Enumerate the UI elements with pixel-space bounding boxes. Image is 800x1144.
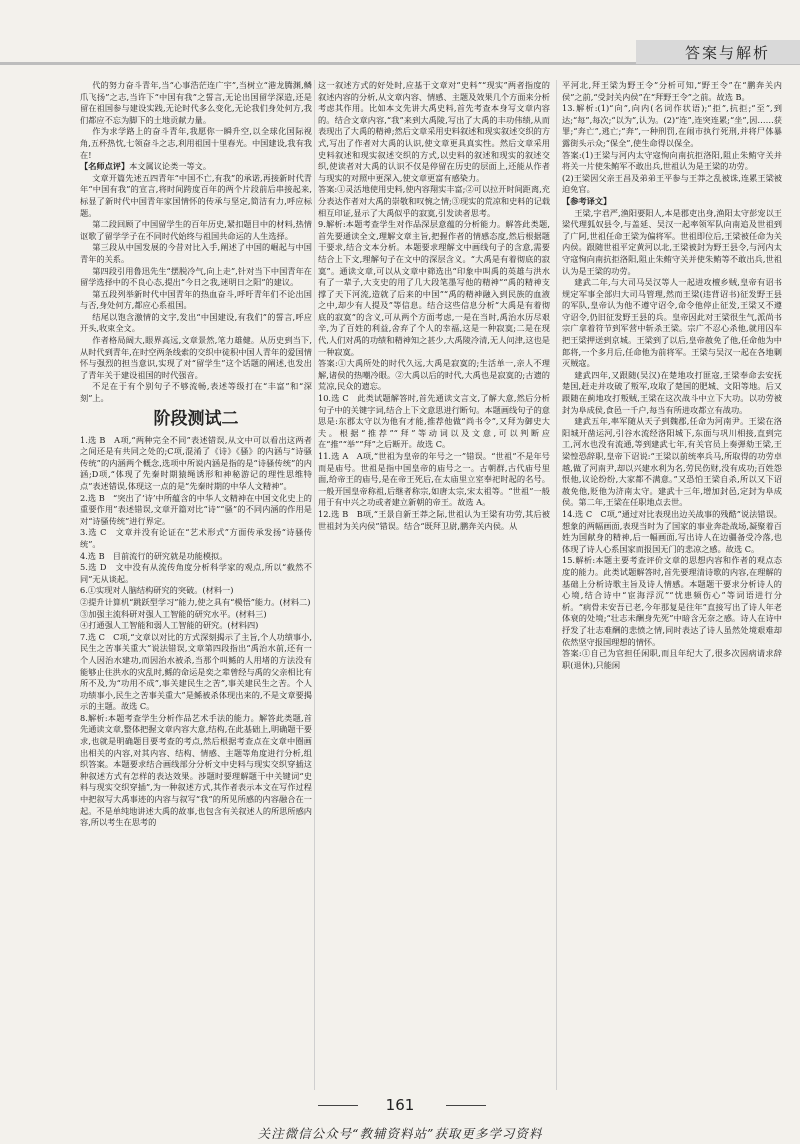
answer-item: 7.选 C C项,“文章以对比的方式深刻揭示了主旨,个人功绩事小,民生之苦事关重大”说法错误,文章第四段指出“禹治水前,还有一个人因治水建功,而因治水被杀,当那个叫鲧的人用堵的方法没有能够止住洪水的灾乱时,鲧的命运是奕之辈曾经与禹的父亲相比有所不及,为“功用不成”,事关建民生之苦”,事关建民生之苦。个人功绩事小,民生之苦事关重大”是鲧被杀体现出来的,不是文章要揭示的主题。故选 C。: [80, 631, 312, 712]
answer-item: ③加强主流科研对强人工智能的研究水平。(材料三): [80, 608, 267, 619]
answer-item: 1.选 B A项,“两种完全不同”表述错误,从文中可以看出这两者之间还是有共同之处的;C项,混淆了《诗》《骚》的内涵与“诗骚传统”的内涵两个概念,选项中所说内涵是指的是“诗骚传统”的内涵;D项,“体现了先秦时期猿绳诱形和神秘游记的理性思维特点”表述错误,体现这一点的是“先秦时期的中华人文精神”。: [80, 434, 312, 491]
answer-item: ②提升计算机“跳跃型学习”能力,使之具有“模悟”能力。(材料二): [80, 596, 311, 607]
column-right: [562, 80, 782, 1090]
reference-translation-title: 【参考译文】: [562, 195, 612, 206]
footer-note: 关注微信公众号“教辅资料站”获取更多学习资料: [257, 1126, 543, 1141]
column-divider: [556, 80, 557, 1090]
comment-heading: [80, 161, 312, 173]
answer-item: 答案:(1)王梁与河内太守寇恂向南抗拒洛阳,阻止朱鲔守关并将关一片使朱鲔军不敢出兵,世祖认为是王梁的功劳。: [562, 149, 782, 172]
translation-paragraph: 建武二年,与大司马吴汉等人一起进攻檀乡贼,皇帝有诏书规定军事全部归大司马管理,然而王梁(违背诏书)征发野王县的军队,皇帝认为他不遵守诏令,命令他停止征发,王梁又不遵守诏令,仍旧征发野王县的兵。皇帝因此对王梁很生气,派尚书宗广拿着符节到军营中斩杀王梁。宗广不忍心杀他,就用囚车把王梁押送到京城。王梁到了以后,皇帝赦免了他,任命他为中郎将,一个多月后,任命他为前将军。王梁与吴汉一起在各地剿灭贼寇。: [562, 277, 782, 369]
answer-item: (2)王梁因父亲王昌及弟弟王平参与王莽之乱被诛,连累王梁被迫免官。: [562, 172, 782, 195]
translation-paragraph: 建武五年,率军随从天子到魏郡,任命为河南尹。王梁在洛阳城开凿运河,引谷水流经洛阳城下,东面与巩川相接,直到完工,河水也没有流通,等到建武七年,有关官员上奏弹劾王梁,王梁惶恐辞职,皇帝下诏说:“王梁以前统率兵马,所取得的功劳卓越,做了河南尹,却以兴建水利为名,劳民伤财,没有成功;百姓怨恨他,议论纷纷,大家都不满意。”又恐怕王梁自杀,所以又下诏赦免他,贬他为济南太守。建武十三年,增加封邑,定封为阜成侯。第二年,王梁在任职地点去世。: [562, 416, 782, 508]
page-header: [0, 0, 800, 70]
answer-item: 平河北,拜王梁为野王令”分析可知,“野王令”在“鹏奔关内侯”之前,“受封关内侯”在“拜野王令”之前。故选 B。: [562, 80, 782, 102]
answer-item: 3.选 C 文章并没有论证在“艺术形式”方面传承发扬“诗骚传统”。: [80, 527, 312, 549]
essay-paragraph: 代的努力奋斗青年,当“心事浩茫连广宇”,当树立“港龙腾渊,鳞爪飞扬”之志,当许下“中国有我”之誓言,无论出国留学深造,还是留在祖国参与建设实践,无论时代多么变化,无论我们身处何方,我们都应不忘为脚下的土地贡献力量。: [80, 80, 312, 125]
answer-item: 8.解析:本题考查学生分析作品艺术手法的能力。解答此类题,首先通读文章,整体把握文章内容大意,结构,在此基础上,明确题干要求,也就是明确题目要考查的考点,然后根据考查点在文章中圈画出相关的内容,对其内容、结构、情感、主题等角度进行分析,组织答案。本题要求结合画线部分分析文中史料与现实交织穿插这种叙述方式有怎样的表达效果。涉题时要理解题干中关键词“史料与现实交织穿插”,为一种叙述方式,其作者表示本文在写作过程中把叙写大禹事迹的内容与叙写“我”的所见所感的内容融合在一起。不是单纯地讲述大禹的故事,也包含有关叙述人的所思所感内容,所以考生在思考的: [80, 712, 312, 828]
section-title: 阶段测试二: [153, 408, 239, 429]
comment-paragraph: 第四段引用鲁迅先生“摆脱冷气,向上走”,针对当下中国青年在留学选择中的不良心态,提出“今日之我,迷明日之阳”的建议。: [80, 265, 312, 288]
comment-paragraph: 结尾以饱含激情的文字,发出“中国建设,有我们”的誓言,呼应开头,收束全文。: [80, 311, 312, 334]
page-number: 161: [385, 1096, 415, 1114]
column-divider: [314, 80, 315, 1090]
column-middle: [318, 80, 550, 1090]
translation-paragraph: 建武四年,又跟随(吴汉)在楚地攻打匪寇,王梁奉命去安抚楚国,赶走并攻破了叛军,攻取了楚国的肥城、文阳等地。后又跟随在蓟地攻打叛贼,王梁在这次战斗中立下大功。以功劳被封为阜成侯,食邑一千户,每当有所进攻都立有战功。: [562, 369, 782, 415]
answer-item: 5.选 D 文中没有从流传角度分析科学家的观点,所以“截然不同”无从谈起。: [80, 562, 312, 584]
comment-paragraph: 第三段从中国发展的今昔对比入手,阐述了中国的崛起与中国青年的关系。: [80, 242, 312, 264]
comment-paragraph: 第五段列举新时代中国青年的热血奋斗,呼吁青年们不论出国与否,身处何方,都应心系祖国。: [80, 288, 312, 311]
answer-item: 13.解析:(1)“向”,向内(名词作状语);“拒”,抗拒;“至”,到达;“每”,每次;“以为”,认为。(2)“连”,连突连累;“坐”,因……获罪;“奔亡”,逃亡;“奔”,一种刑罚,在闹市执行死刑,并将尸体暴露街头示众;“保全”,使生命得以保全。: [562, 103, 782, 148]
answer-item: 15.解析:本题主要考查评价文章的思想内容和作者的观点态度的能力。此类试题解答时,首先要理清诗歌的内容,在理解的基础上分析诗歌主旨及诗人情感。本题题干要求分析诗人的心境,结合诗中“宦海浮沉”“忧患频伤心”等词语进行分析。“病骨未安吾已老,今年那复是往年”直接写出了诗人年老体衰的处境;“壮志未酬身先死”中暗含无奈之感。诗人在诗中抒发了壮志难酬的悲愤之情,同时表达了诗人虽然处境艰难却依然坚守报国理想的情怀。: [562, 555, 782, 647]
header-title: 答案与解析: [684, 44, 770, 62]
answer-item: 答案:①自己为官担任闲职,而且年纪大了,很多次因病请求辞职(退休),只能闲: [562, 648, 782, 670]
page-number-rule: [446, 1105, 486, 1106]
column-left: [80, 80, 312, 1090]
answer-item: 答案:①大禹所处的时代久远,大禹是寂寞的;生活单一,亲人不理解,诸侯的热嘲冷眼。②大禹以后的时代,大禹也是寂寞的;古遗的荒凉,民众的遗忘。: [318, 358, 550, 392]
comment-title: 【名师点评】: [80, 161, 130, 172]
answer-item: 14.选 C C项,“通过对比表现出边关战事的残酷”说法错误。想象的两幅画面,表现当时为了国家的事业奔赴战场,凝聚着百姓为国献身的精神,后一幅画面,写出诗人在边疆备受冷落,也体现了诗人心系国家而报国无门的悲凉之感。故选 C。: [562, 508, 782, 554]
comment-paragraph: 第二段回顾了中国留学生的百年历史,紧扣题目中的材料,热情讴歌了留学学子在不同时代始终与祖国共命运的人生选择。: [80, 219, 312, 241]
answer-item: 答案:①灵活地使用史料,使内容翔实丰富;②可以拉开时间距离,充分表达作者对大禹的崇敬和叹惋之情;③现实的荒凉和史料的记载相互印证,显示了大禹似乎的寂寞,引发读者思考。: [318, 184, 550, 218]
essay-paragraph: 作为求学路上的奋斗青年,我愿你一瞬升空,以全球化国际视角,五杯热忱,七领奋斗之志,利用祖国十里春光。中国建设,我有我在!: [80, 126, 312, 160]
comment-lead: 本文属议论类一等文。: [129, 161, 212, 172]
answer-item: 2.选 B “突出了‘诗’中所蕴含的中华人文精神在中国文化史上的重要作用”表述错误,文章开篇对比“诗”“骚”的不同内涵的作用是对“诗骚传统”进行界定。: [80, 492, 312, 526]
answer-item: 这一叙述方式的好处时,应基于文章对“史料”“现实”两者指度的叙述内容的分析,从文章内容、情感、主题及效果几个方面来分析考虑其作用。比如本文先讲大禹史料,首先考查本身写文章内容的。结合文章内容,“我”来到大禹陵,写出了大禹的丰功伟绩,从而表现出了大禹的精神;然后文章采用史料叙述和现实叙述交织的方式,写出了作者对大禹的认识,使文章更具真实性。然后文章采用史料叙述和现实叙述交织的方式,以史料的叙述和现实的叙述交织,使读者对大禹的认识不仅是停留在历史的层面上,还能从作者与现实的对照中更深入,使文章更富有感染力。: [318, 80, 550, 183]
comment-paragraph: 作者格局阔大,眼界高远,文章景然,笔力雄健。从历史到当下,从时代到青年,在时空两条线索的交织中徒积中国人青年的爱国情怀与强烈的担当意识,实现了对“留学生”这个话题的阐述,也发出了青年关于建设祖国的时代强音。: [80, 335, 312, 380]
answer-item: 11.选 A A项,“世祖为皇帝的年号之一”错误。“世祖”不是年号而是庙号。世祖是指中国皇帝的庙号之一。古朝群,古代庙号里面,给帝王的庙号,是在帝王死后,在太庙里立室奉祀时起的名号。一般开国皇帝称祖,后继者称宗,如唐太宗,宋太祖等。“世祖”一般用于有中兴之功或者建立新朝的帝王。故选 A。: [318, 451, 550, 508]
comment-paragraph: 不足在于有个别句子不够流畅,表述等级打在“丰富”和“深刻”上。: [80, 381, 312, 404]
answer-item: ④打通强人工智能和弱人工智能的研究。(材料四): [80, 620, 259, 631]
answer-item: 9.解析:本题考查学生对作品深层意蕴的分析能力。解答此类题,首先要通读全文,理解文章主旨,把握作者的情感态度,然后根据题干要求,结合文本分析。本题要求理解文中画线句子的含意,需要结合上下文,理解句子在文中的深层含义。“大禹是有着彻底的寂寞”。通读文章,可以从文章中筛选出“印象中叫禹的英雄与洪水有了一辈子,大支史的用了几大段笔墨写他的精神”“禹的精神支撑了天下河流,造就了后来的中国”“禹的精神融入到民族的血液之中,却少有人提及”等信息。结合这些信息分析“大禹是有着彻底的寂寞”的含义,可从两个方面考虑,一是在当时,禹治水历尽艰辛,为了百姓的利益,舍弃了个人的幸福,这是一种寂寞;二是在现代,人们对禹的功绩和精神知之甚少,大禹陵冷清,无人问津,这也是一种寂寞。: [318, 219, 550, 357]
answer-item: 4.选 B 目前流行的研究就是功能模拟。: [80, 550, 228, 561]
comment-paragraph: 文章开篇先述五四青年“中国不亡,有我”的承诺,再接新时代青年“中国有我”的宣言,将时间跨度百年的两个片段前后串接起来,标显了新时代中国青年家国情怀的传承与坚定,简洁有力,呼应标题。: [80, 172, 312, 218]
answer-item: 10.选 C 此类试题解答时,首先通读文言文,了解大意,然后分析句子中的关键字词,结合上下文意思进行断句。本题画线句子的意思是:东郡太守以为他有才能,推荐他做“尚书令”,又拜为御史大夫。根据“推荐”“拜”等动词以及文意,可以判断应在“推”“举”“拜”之后断开。故选 C。: [318, 393, 550, 450]
answer-item: 12.选 B B项,“王景自新王莽之际,世祖认为王梁有功劳,其后被世祖封为关内侯”错误。结合“既拜卫尉,鹏奔关内侯。从: [318, 508, 550, 531]
translation-paragraph: 王梁,字君严,渔阳要阳人,本是郡吏出身,渔阳太守彭宠以王梁代理狐奴县令,与盖延、吴汉一起率领军队向南追及世祖到了广阿,世祖任命王梁为偏将军。世祖即位后,王梁被任命为关内侯。跟随世祖平定黄河以北,王梁被封为野王县令,与河内太守寇恂向南抗拒洛阳,阻止朱鲔守关并使朱鲔等不敢出兵,世祖认为是王梁的功劳。: [562, 207, 782, 276]
answer-item: 6.①实现对人脑结构研究的突破。(材料一): [80, 585, 234, 596]
